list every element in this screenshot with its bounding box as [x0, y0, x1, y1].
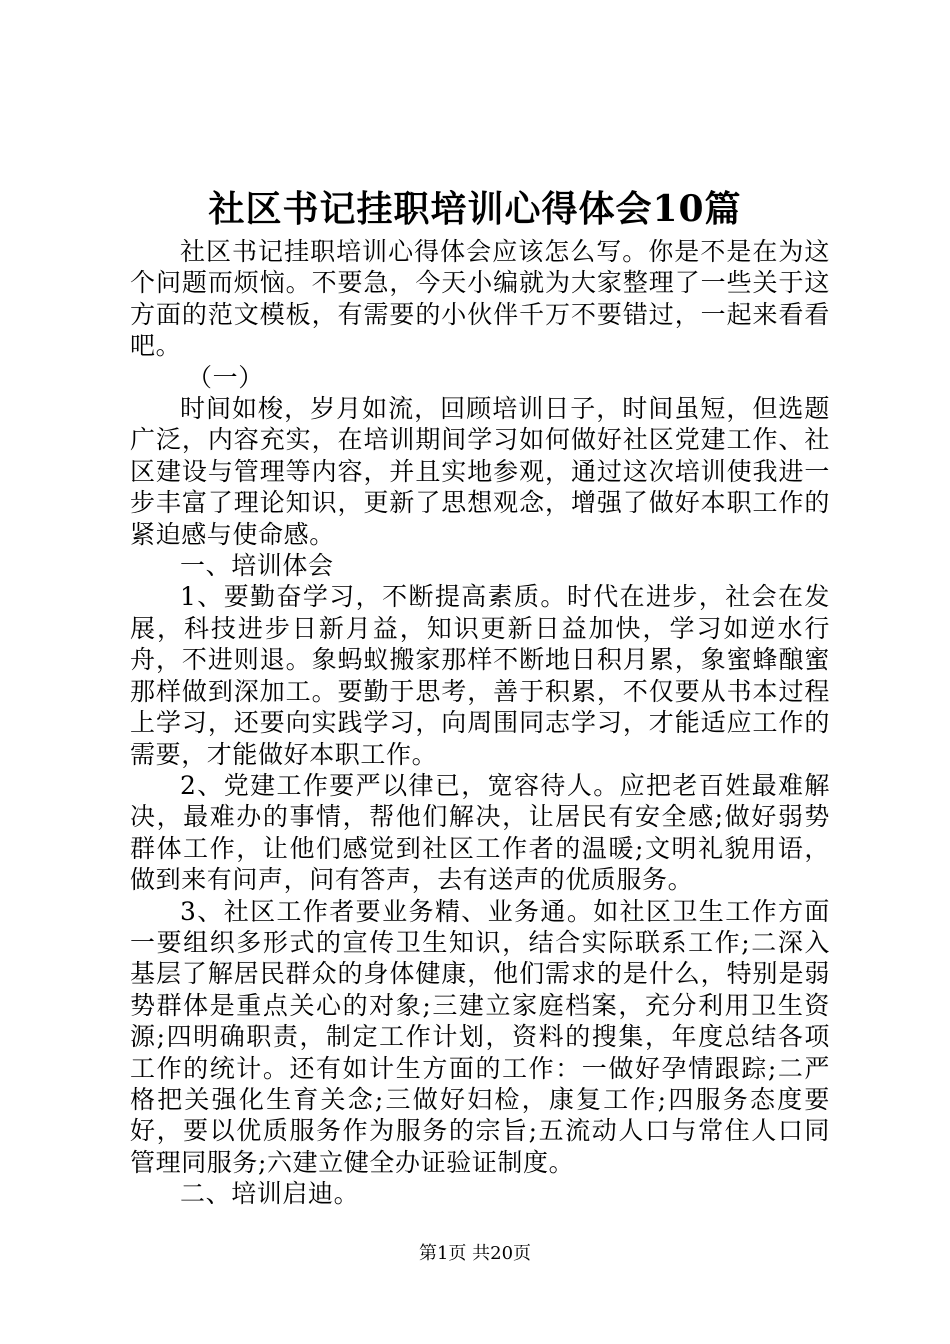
- body-paragraph: 2、党建工作要严以律已，宽容待人。应把老百姓最难解决，最难办的事情，帮他们解决，让居民有安全感;做好弱势群体工作，让他们感觉到社区工作者的温暖;文明礼貌用语，做到来有问声，问有答声，去有送声的优质服务。: [130, 770, 830, 895]
- body-paragraph: 3、社区工作者要业务精、业务通。如社区卫生工作方面一要组织多形式的宣传卫生知识，结合实际联系工作;二深入基层了解居民群众的身体健康，他们需求的是什么，特别是弱势群体是重点关心的对象;三建立家庭档案，充分利用卫生资源;四明确职责，制定工作计划，资料的搜集，年度总结各项工作的统计。还有如计生方面的工作：一做好孕情跟踪;二严格把关强化生育关念;三做好妇检，康复工作;四服务态度要好，要以优质服务作为服务的宗旨;五流动人口与常住人口同管理同服务;六建立健全办证验证制度。: [130, 896, 830, 1177]
- section-heading: 二、培训启迪。: [180, 1179, 360, 1209]
- body-paragraph: 时间如梭，岁月如流，回顾培训日子，时间虽短，但选题广泛，内容充实，在培训期间学习如何做好社区党建工作、社区建设与管理等内容，并且实地参观，通过这次培训使我进一步丰富了理论知识，更新了思想观念，增强了做好本职工作的紧迫感与使命感。: [130, 394, 830, 549]
- section-marker: （一）: [187, 362, 264, 392]
- document-body: [130, 236, 830, 1210]
- document-title: 社区书记挂职培训心得体会10篇: [208, 188, 742, 230]
- section-heading: 一、培训体会: [180, 551, 334, 581]
- intro-paragraph: 社区书记挂职培训心得体会应该怎么写。你是不是在为这个问题而烦恼。不要急，今天小编就为大家整理了一些关于这方面的范文模板，有需要的小伙伴千万不要错过，一起来看看吧。: [130, 237, 830, 361]
- page-number-footer: 第1页 共20页: [418, 1243, 532, 1264]
- body-paragraph: 1、要勤奋学习，不断提高素质。时代在进步，社会在发展，科技进步日新月益，知识更新日益加快，学习如逆水行舟，不进则退。象蚂蚁搬家那样不断地日积月累，象蜜蜂酿蜜那样做到深加工。要勤于思考，善于积累，不仅要从书本过程上学习，还要向实践学习，向周围同志学习，才能适应工作的需要，才能做好本职工作。: [130, 582, 830, 769]
